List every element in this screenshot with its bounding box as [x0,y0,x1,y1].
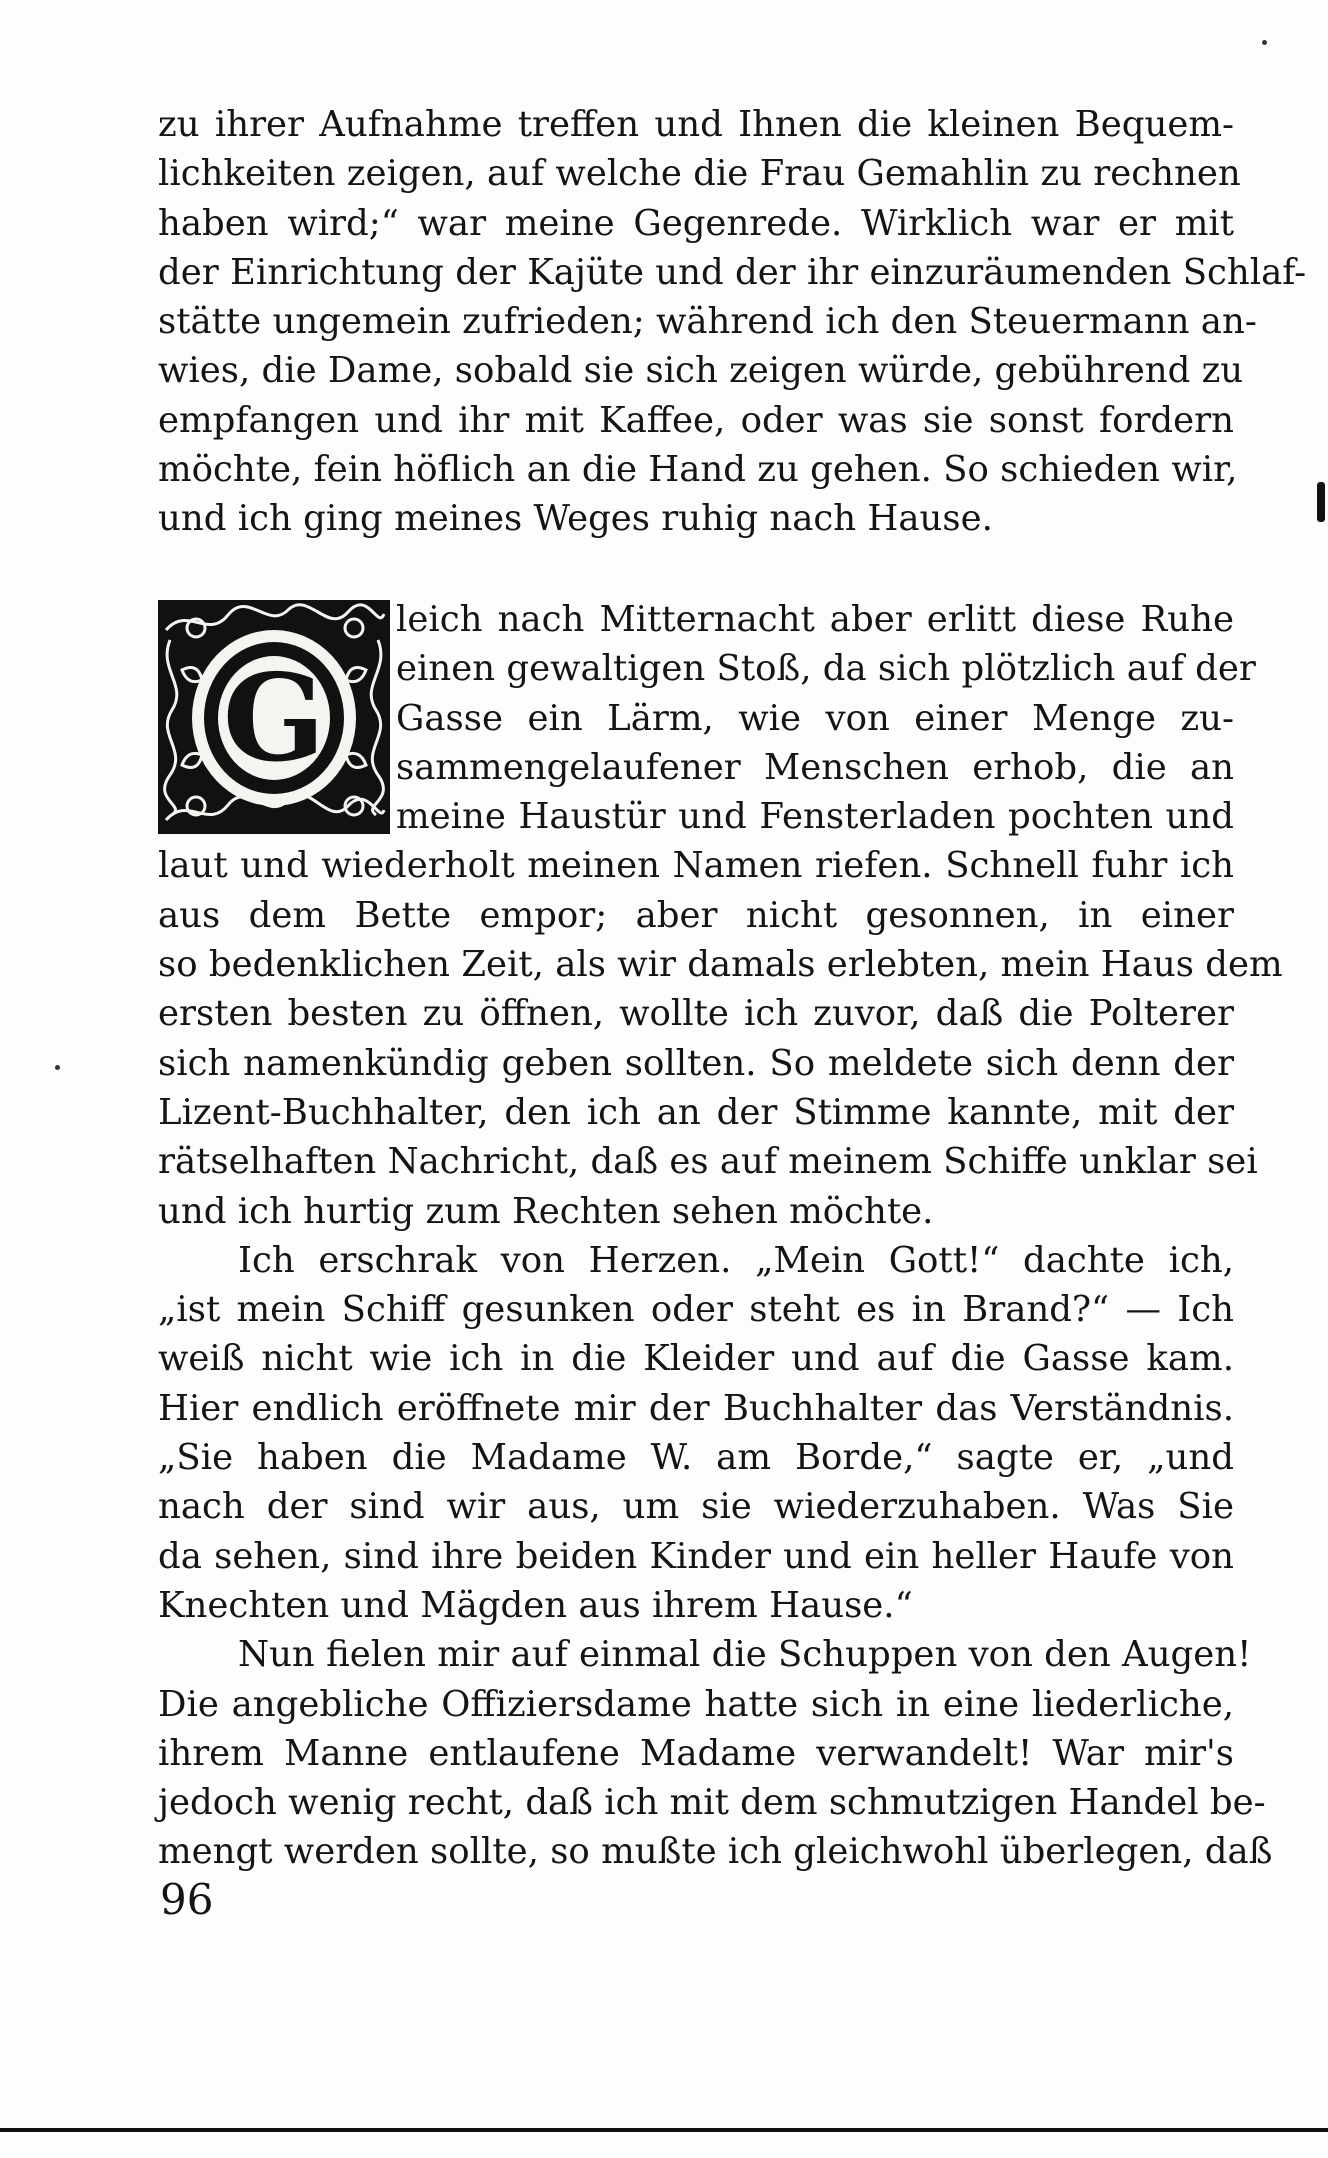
text-line: „Sie haben die Madame W. am Borde,“ sagte er, „und [158,1437,1234,1479]
paragraph-1 [158,100,1307,544]
text-line: Knechten und Mägden aus ihrem Hause.“ [158,1584,913,1626]
text-line: ihrem Manne entlaufene Madame verwandelt! War mir's [158,1732,1234,1774]
text-line: weiß nicht wie ich in die Kleider und auf die Gasse kam. [158,1338,1234,1380]
text-line: und ich ging meines Weges ruhig nach Hause. [158,498,993,540]
text-line: Hier endlich eröffnete mir der Buchhalter das Verständnis. [158,1387,1234,1429]
scan-artifact-mark [1317,482,1325,522]
text-line: stätte ungemein zufrieden; während ich den Steuermann an- [158,301,1257,343]
text-line: wies, die Dame, sobald sie sich zeigen würde, gebührend zu [158,350,1244,392]
text-line: da sehen, sind ihre beiden Kinder und ein heller Haufe von [158,1535,1234,1577]
text-line: ersten besten zu öffnen, wollte ich zuvor, daß die Polterer [158,993,1234,1035]
text-line: haben wird;“ war meine Gegenrede. Wirklich war er mit [158,202,1234,244]
text-line: Gasse ein Lärm, wie von einer Menge zu- [396,697,1234,739]
text-line: „ist mein Schiff gesunken oder steht es in Brand?“ — Ich [158,1289,1234,1331]
text-line: meine Haustür und Fensterladen pochten und [396,796,1234,838]
text-line: Lizent-Buchhalter, den ich an der Stimme kannte, mit der [158,1091,1234,1133]
text-line: aus dem Bette empor; aber nicht gesonnen, in einer [158,894,1234,936]
text-line: der Einrichtung der Kajüte und der ihr einzuräumenden Schlaf- [158,251,1307,293]
text-line: leich nach Mitternacht aber erlitt diese Ruhe [396,599,1234,640]
text-line: möchte, fein höflich an die Hand zu gehen. So schieden wir, [158,449,1238,491]
text-line: so bedenklichen Zeit, als wir damals erlebten, mein Haus dem [158,944,1283,986]
text-line: und ich hurtig zum Rechten sehen möchte. [158,1190,934,1232]
text-line: Die angebliche Offiziersdame hatte sich in eine liederliche, [158,1683,1234,1725]
scan-speck [55,1065,60,1070]
text-line: Nun fielen mir auf einmal die Schuppen von den Augen! [238,1634,1252,1676]
page-number: 96 [160,1875,214,1924]
scan-speck [1262,40,1267,45]
text-line: einen gewaltigen Stoß, da sich plötzlich auf der [396,648,1256,690]
text-line: Ich erschrak von Herzen. „Mein Gott!“ dachte ich, [238,1239,1234,1281]
drop-cap-letter: G [222,648,326,789]
text-line: sammengelaufener Menschen erhob, die an [396,746,1234,788]
text-line: laut und wiederholt meinen Namen riefen. Schnell fuhr ich [158,845,1234,887]
text-line: lichkeiten zeigen, auf welche die Frau Gemahlin zu rechnen [158,153,1241,195]
paragraph-2 [158,595,1283,1877]
text-line: sich namenkündig geben sollten. So meldete sich denn der [158,1042,1234,1084]
text-line: nach der sind wir aus, um sie wiederzuhaben. Was Sie [158,1486,1234,1528]
text-line: jedoch wenig recht, daß ich mit dem schmutzigen Handel be- [158,1782,1266,1824]
scan-bottom-edge [0,2128,1328,2132]
text-line: mengt werden sollte, so mußte ich gleichwohl überlegen, daß [158,1831,1273,1873]
text-line: zu ihrer Aufnahme treffen und Ihnen die kleinen Bequem- [158,104,1234,145]
text-line: empfangen und ihr mit Kaffee, oder was sie sonst fordern [158,399,1234,441]
text-line: rätselhaften Nachricht, daß es auf meinem Schiffe unklar sei [158,1141,1258,1183]
